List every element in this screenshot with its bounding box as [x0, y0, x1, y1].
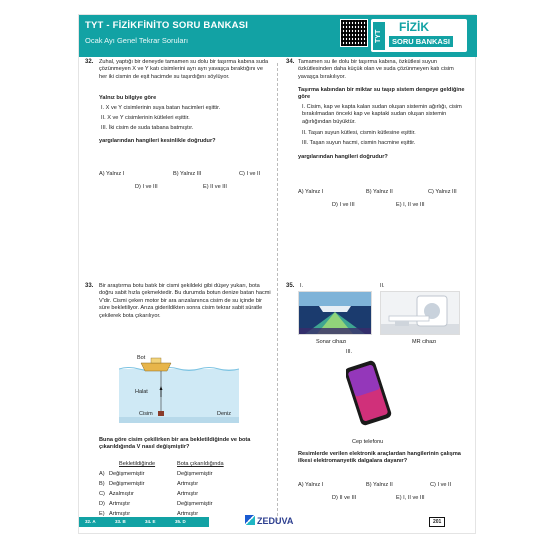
book-page: [78, 14, 476, 534]
question-number: 33.: [85, 283, 94, 289]
question-stem: Zuhal, yaptığı bir deneyde tamamen su dolu bir taşırma kabına suda çözünmeyen X ve Y katı cisimlerini ayrı ayrı yavaşça bıraktığını ve her iki cismin de eşit hacimde su taşırdığını söylüyor.: [99, 59, 269, 80]
statement-3: III. İki cisim de suda tabana batmıştır.: [101, 125, 194, 131]
column-header-1: Bekletildiğinde: [119, 461, 156, 467]
book-title: TYT - FİZİKFİNİTO SORU BANKASI: [85, 20, 249, 31]
option-a-col1: Değişmemiştir: [109, 471, 145, 477]
option-a[interactable]: A) Yalnız I: [99, 171, 125, 177]
question-prompt: yargılarından hangileri kesinlikle doğrudur?: [99, 138, 216, 144]
option-d[interactable]: D) II ve III: [332, 495, 357, 501]
option-d[interactable]: D) I ve III: [332, 202, 355, 208]
option-e-col2: Artmıştır: [177, 511, 199, 517]
option-c[interactable]: C) Yalnız III: [428, 189, 457, 195]
option-e[interactable]: E) II ve III: [203, 184, 227, 190]
label-deniz: Deniz: [217, 411, 232, 417]
brand-tyt: TYT: [373, 22, 385, 50]
option-b-col2: Artmıştır: [177, 481, 199, 487]
question-32: [79, 59, 277, 239]
statement-2: II. X ve Y cisimlerinin kütleleri eşittir.: [101, 115, 190, 121]
question-33: [79, 283, 277, 533]
question-34: [280, 59, 476, 259]
option-d-col1: Artmıştır: [109, 501, 131, 507]
option-a[interactable]: A) Yalnız I: [298, 189, 324, 195]
statement-1: I. X ve Y cisimlerinin suya batan hacimleri eşittir.: [101, 105, 221, 111]
option-c-col2: Artmıştır: [177, 491, 199, 497]
brand-badge: [371, 19, 467, 52]
sonar-image: [298, 291, 372, 335]
logo-text: ZEDUVA: [257, 516, 294, 526]
column-header-2: Bota çıkarıldığında: [177, 461, 224, 467]
brand-soru-bankasi: SORU BANKASI: [389, 36, 453, 47]
option-e-col1: Artmıştır: [109, 511, 131, 517]
statement-2: II. Taşan suyun kütlesi, cismin kütlesine eşittir.: [302, 130, 416, 136]
label-halat: Halat: [135, 389, 148, 395]
caption-phone: Cep telefonu: [352, 439, 384, 445]
option-d-col2: Değişmemiştir: [177, 501, 213, 507]
option-e[interactable]: E) I, II ve III: [396, 495, 425, 501]
option-d-label[interactable]: D): [99, 501, 105, 507]
question-35: [280, 283, 476, 533]
question-prompt: Buna göre cisim çekilirken bir ara bekletildiğinde ve bota çıkarıldığında V nasıl değişmiştir?: [99, 437, 251, 451]
question-stem: Tamamen su ile dolu bir taşırma kabına, özkütlesi suyun özkütlesinden daha küçük olan ve suda çözünmeyen katı cisim yavaşça bırakılıyor.: [298, 59, 454, 80]
option-b-col1: Değişmemiştir: [109, 481, 145, 487]
brand-fizik: FİZİK: [399, 20, 429, 34]
question-number: 35.: [286, 283, 295, 289]
label-bot: Bot: [137, 355, 146, 361]
option-b-label[interactable]: B): [99, 481, 105, 487]
zeduva-logo-icon: [245, 515, 255, 525]
label-cisim: Cisim: [139, 411, 153, 417]
image-label-3: III.: [346, 349, 353, 355]
publisher-logo: [245, 515, 293, 529]
section-subtitle: Ocak Ayı Genel Tekrar Soruları: [85, 36, 189, 45]
option-c-col1: Azalmıştır: [109, 491, 134, 497]
option-b[interactable]: B) Yalnız II: [366, 482, 393, 488]
question-stem: Bir araştırma botu batık bir cismi şekildeki gibi düşey yukarı, bota doğru sabit hızla çekmektedir. Bu durumda botun denize batan hacmi V'dir. Cismi çeken motor bir ara arızalanınca cisim de su içinde bir süre bekletiliyor. Arıza giderildikten sonra cisim tekrar sabit süratle çekilerek bota çıkarılıyor.: [99, 283, 271, 319]
option-e[interactable]: E) I, II ve III: [396, 202, 425, 208]
image-label-1: I.: [300, 283, 304, 289]
question-prompt: yargılarından hangileri doğrudur?: [298, 154, 388, 160]
column-divider: [277, 63, 278, 521]
question-lead: Yalnız bu bilgiye göre: [99, 95, 157, 101]
option-a-col2: Değişmemiştir: [177, 471, 213, 477]
question-number: 34.: [286, 59, 295, 65]
answer-key-item: 32. A: [85, 519, 96, 524]
phone-image: [346, 357, 402, 435]
option-c-label[interactable]: C): [99, 491, 105, 497]
page-number: 201: [429, 517, 445, 527]
qr-code-icon[interactable]: [340, 19, 368, 47]
option-c[interactable]: C) I ve II: [239, 171, 261, 177]
statement-3: III. Taşan suyun hacmi, cismin hacmine eşittir.: [302, 140, 416, 146]
option-e-label[interactable]: E): [99, 511, 105, 517]
option-b[interactable]: B) Yalnız III: [173, 171, 202, 177]
boat-diagram: [119, 353, 239, 423]
question-number: 32.: [85, 59, 94, 65]
question-lead: Taşırma kabından bir miktar su taşıp sistem dengeye geldiğine göre: [298, 87, 465, 101]
option-a-label[interactable]: A): [99, 471, 105, 477]
caption-mr: MR cihazı: [412, 339, 437, 345]
image-label-2: II.: [380, 283, 385, 289]
answer-key-item: 33. B: [115, 519, 126, 524]
statement-1: I. Cisim, kap ve kapta kalan sudan oluşan sistemin ağırlığı, cisim bırakılmadan önceki kap ve kaptaki sudan oluşan sistemin ağırlığından büyüktür.: [302, 104, 462, 125]
answer-key-item: 35. D: [175, 519, 186, 524]
option-c[interactable]: C) I ve II: [430, 482, 452, 488]
page-header: [79, 15, 477, 57]
page-footer: [79, 515, 477, 535]
option-a[interactable]: A) Yalnız I: [298, 482, 324, 488]
mr-image: [380, 291, 460, 335]
caption-sonar: Sonar cihazı: [316, 339, 347, 345]
question-prompt: Resimlerde verilen elektronik araçlardan hangilerinin çalışma ilkesi elektromanyetik dalgalara dayanır?: [298, 451, 461, 465]
answer-key-item: 34. E: [145, 519, 156, 524]
option-d[interactable]: D) I ve III: [135, 184, 158, 190]
option-b[interactable]: B) Yalnız II: [366, 189, 393, 195]
answer-key-bar: [79, 517, 209, 527]
